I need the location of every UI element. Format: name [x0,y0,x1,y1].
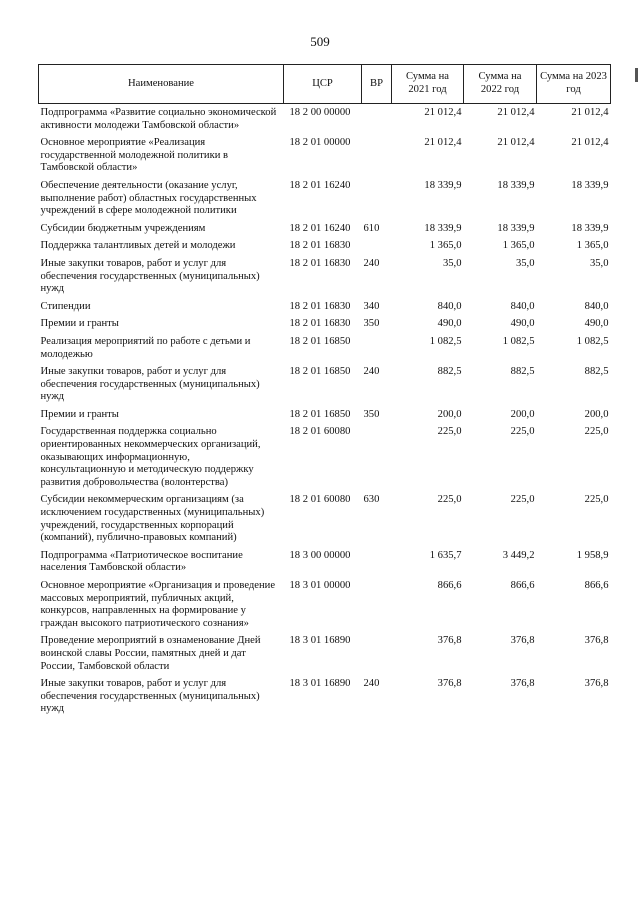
cell-sum-2023: 21 012,4 [571,137,609,149]
cell-sum-2023: 1 082,5 [576,335,609,347]
cell-sum-2023: 1 365,0 [576,240,609,252]
cell-vr: 350 [363,318,380,330]
cell-name: Иные закупки товаров, работ и услуг для обеспечения государственных (муниципальных) нужд [40,257,260,295]
cell-sum-2021: 376,8 [437,678,462,690]
cell-csr: 18 2 01 16850 [289,408,351,420]
cell-name: Иные закупки товаров, работ и услуг для обеспечения государственных (муниципальных) нужд [40,678,260,715]
cell-csr: 18 3 01 16890 [289,635,351,647]
cell-sum-2023: 35,0 [589,257,609,269]
cell-sum-2022: 18 339,9 [497,222,535,234]
cell-csr: 18 2 01 16830 [289,300,351,312]
cell-csr: 18 2 01 16240 [289,222,351,234]
cell-sum-2023: 200,0 [584,408,609,420]
table-row [39,336,611,366]
cell-sum-2021: 225,0 [437,426,462,438]
cell-sum-2023: 18 339,9 [571,179,609,191]
header-sum-2023: Сумма на 2023 год [537,65,611,104]
cell-vr [362,104,392,138]
cell-csr: 18 2 00 00000 [289,107,351,118]
header-sum-2022: Сумма на 2022 год [464,65,537,104]
cell-vr [362,550,392,580]
cell-csr: 18 2 01 16240 [289,179,351,191]
cell-sum-2023: 866,6 [584,580,609,591]
cell-vr [362,180,392,223]
table-row [39,580,611,635]
cell-sum-2021: 21 012,4 [424,137,462,149]
cell-name: Стипендии [40,300,91,312]
cell-csr: 18 2 01 16830 [289,240,351,252]
cell-name: Подпрограмма «Патриотическое воспитание населения Тамбовской области» [40,549,243,574]
cell-name: Поддержка талантливых детей и молодежи [40,240,236,252]
table-row [39,104,611,138]
header-csr: ЦСР [284,65,362,104]
cell-vr: 340 [363,300,380,312]
cell-sum-2023: 225,0 [584,494,609,506]
cell-sum-2021: 1 365,0 [429,240,462,252]
cell-vr [362,336,392,366]
table-row [39,240,611,258]
table-header [39,65,611,104]
cell-sum-2021: 35,0 [442,257,462,269]
cell-name: Премии и гранты [40,318,119,330]
cell-name: Субсидии некоммерческим организациям (за исключением государственных (муниципальных) учреждений, государственных корпораций (компаний), публично-правовых компаний) [40,494,265,544]
cell-vr [362,426,392,494]
table-row [39,318,611,336]
cell-sum-2022: 490,0 [510,318,535,330]
cell-vr: 240 [363,257,380,269]
cell-csr: 18 2 01 16830 [289,318,351,330]
cell-sum-2022: 200,0 [510,408,535,420]
cell-sum-2023: 376,8 [584,678,609,690]
cell-vr: 610 [363,222,380,234]
cell-sum-2023: 840,0 [584,300,609,312]
table-body [39,104,611,721]
cell-sum-2022: 866,6 [510,580,535,591]
cell-name: Проведение мероприятий в ознаменование Дней воинской славы России, памятных дней и дат России, Тамбовской области [40,635,261,672]
cell-sum-2021: 225,0 [437,494,462,506]
cell-csr: 18 3 01 16890 [289,678,351,690]
cell-sum-2021: 18 339,9 [424,179,462,191]
cell-name: Субсидии бюджетным учреждениям [40,222,206,234]
cell-sum-2022: 35,0 [515,257,535,269]
cell-sum-2021: 18 339,9 [424,222,462,234]
cell-csr: 18 3 01 00000 [289,580,351,591]
cell-vr: 630 [363,494,380,506]
table-row [39,137,611,180]
cell-vr: 240 [363,366,380,378]
table-row [39,223,611,241]
cell-vr [362,137,392,180]
cell-sum-2023: 225,0 [584,426,609,438]
cell-vr: 240 [363,678,380,690]
cell-name: Иные закупки товаров, работ и услуг для обеспечения государственных (муниципальных) нужд [40,366,260,403]
cell-sum-2021: 376,8 [437,635,462,647]
table-row [39,494,611,549]
cell-sum-2021: 866,6 [437,580,462,591]
cell-sum-2021: 21 012,4 [424,107,462,118]
cell-sum-2021: 200,0 [437,408,462,420]
cell-vr [362,580,392,635]
cell-sum-2022: 18 339,9 [497,179,535,191]
cell-sum-2022: 840,0 [510,300,535,312]
cell-sum-2021: 1 635,7 [429,549,462,561]
cell-sum-2023: 18 339,9 [571,222,609,234]
cell-sum-2022: 376,8 [510,635,535,647]
cell-sum-2022: 21 012,4 [497,107,535,118]
table-row [39,678,611,721]
cell-sum-2023: 21 012,4 [571,107,609,118]
cell-sum-2021: 1 082,5 [429,335,462,347]
table-row [39,258,611,301]
cell-csr: 18 2 01 16850 [289,366,351,378]
table-row [39,550,611,580]
scan-edge-mark [635,68,638,82]
cell-sum-2022: 1 082,5 [502,335,535,347]
header-sum-2021: Сумма на 2021 год [392,65,464,104]
cell-sum-2021: 490,0 [437,318,462,330]
table-row [39,409,611,427]
cell-name: Подпрограмма «Развитие социально экономической активности молодежи Тамбовской области» [40,107,277,131]
cell-name: Основное мероприятие «Реализация государственной молодежной политики в Тамбовской области» [40,137,229,174]
cell-csr: 18 2 01 16850 [289,335,351,347]
header-name: Наименование [39,65,284,104]
cell-vr [362,240,392,258]
cell-sum-2023: 376,8 [584,635,609,647]
page-number: 509 [310,34,330,49]
cell-sum-2022: 225,0 [510,494,535,506]
cell-sum-2021: 840,0 [437,300,462,312]
cell-csr: 18 2 01 60080 [289,494,351,506]
cell-sum-2021: 882,5 [437,366,462,378]
cell-sum-2022: 3 449,2 [502,549,535,561]
cell-name: Обеспечение деятельности (оказание услуг, выполнение работ) областных государственных учреждений в сфере молодежной политики [40,179,257,217]
budget-table-container [38,64,610,721]
cell-sum-2022: 1 365,0 [502,240,535,252]
cell-vr: 350 [363,408,380,420]
cell-sum-2023: 490,0 [584,318,609,330]
cell-sum-2023: 882,5 [584,366,609,378]
table-row [39,635,611,678]
table-row [39,180,611,223]
cell-name: Государственная поддержка социально ориентированных некоммерческих организаций, оказывающих информационную, консультационную и методическую поддержку развития добровольчества (волонтерства) [40,426,261,488]
cell-vr [362,635,392,678]
budget-table [38,64,611,721]
cell-csr: 18 2 01 60080 [289,426,351,438]
cell-sum-2022: 882,5 [510,366,535,378]
cell-name: Реализация мероприятий по работе с детьми и молодежью [40,335,251,360]
table-row [39,366,611,409]
cell-name: Премии и гранты [40,408,119,420]
cell-sum-2022: 21 012,4 [497,137,535,149]
table-row [39,426,611,494]
cell-name: Основное мероприятие «Организация и проведение массовых мероприятий, публичных акций, конкурсов, направленных на формирование у граждан высокого патриотического сознания» [40,580,276,629]
cell-sum-2023: 1 958,9 [576,549,609,561]
cell-csr: 18 2 01 00000 [289,137,351,149]
table-row [39,301,611,319]
header-vr: ВР [362,65,392,104]
cell-csr: 18 2 01 16830 [289,257,351,269]
cell-sum-2022: 376,8 [510,678,535,690]
cell-sum-2022: 225,0 [510,426,535,438]
cell-csr: 18 3 00 00000 [289,549,351,561]
table-header-row [39,65,611,104]
